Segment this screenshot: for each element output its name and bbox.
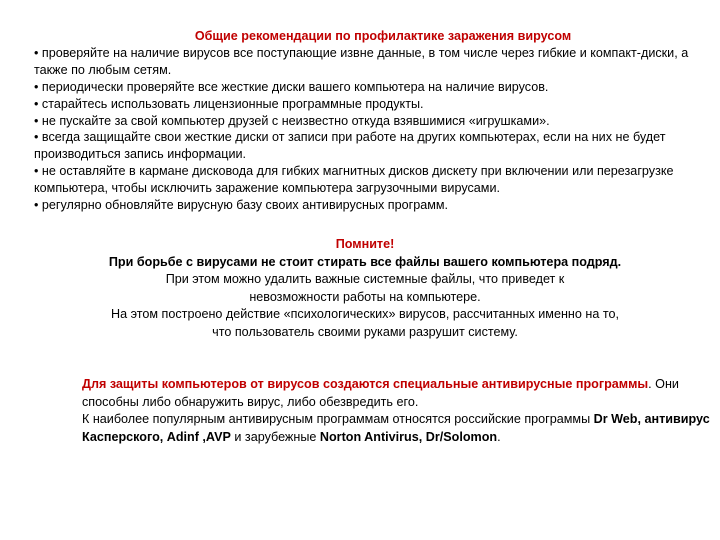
reminder-warning: При борьбе с вирусами не стоит стирать все файлы вашего компьютера подряд. (108, 254, 622, 269)
recommendation-item: • всегда защищайте свои жесткие диски от записи при работе на других компьютерах, если на них не будет производиться запись информации. (34, 130, 666, 162)
recommendation-item: • проверяйте на наличие вирусов все поступающие извне данные, в том числе через гибкие и компакт-диски, а также по любым сетям. (34, 45, 689, 77)
antivirus-popular (46, 411, 710, 446)
recommendation-item: • периодически проверяйте все жесткие диски вашего компьютера на наличие вирусов. (34, 79, 549, 94)
recommendation-item: • старайтесь использовать лицензионные программные продукты. (34, 96, 424, 111)
recommendations-title: Общие рекомендации по профилактике заражения вирусом (194, 29, 572, 43)
reminder-line: невозможности работы на компьютере. (249, 289, 481, 304)
antivirus-and-foreign: и зарубежные (230, 429, 320, 444)
reminder-line: что пользователь своими руками разрушит систему. (212, 324, 518, 339)
antivirus-ru-programs: Dr Web, антивирус Касперского, Adinf ,AVP (82, 412, 710, 444)
recommendations-block (34, 28, 696, 214)
recommendation-item: • не пускайте за свой компьютер друзей с неизвестно откуда взявшимися «игрушками». (34, 113, 550, 128)
reminder-heading: Помните! (335, 237, 395, 251)
antivirus-popular-intro: К наиболее популярным антивирусным программам относятся российские программы (82, 412, 594, 426)
reminder-block (60, 236, 670, 341)
antivirus-lead-emphasis: Для защиты компьютеров от вирусов создаются специальные антивирусные программы (82, 377, 649, 391)
reminder-line: При этом можно удалить важные системные файлы, что приведет к (165, 272, 565, 286)
reminder-line: На этом построено действие «психологических» вирусов, рассчитанных именно на то, (111, 307, 619, 321)
recommendation-item: • регулярно обновляйте вирусную базу своих антивирусных программ. (34, 198, 449, 213)
recommendation-item: • не оставляйте в кармане дисковода для гибких магнитных дисков дискету при включении или перезагрузке компьютера, чтобы исключить заражение компьютера загрузочными вирусами. (34, 164, 674, 196)
antivirus-lead (46, 376, 710, 411)
antivirus-block (46, 376, 710, 446)
antivirus-end: . (497, 429, 501, 444)
antivirus-lead-text: . Они способны либо обнаружить вирус, либо обезвредить его. (82, 377, 679, 409)
antivirus-foreign-programs: Norton Antivirus, Dr/Solomon (319, 429, 498, 444)
